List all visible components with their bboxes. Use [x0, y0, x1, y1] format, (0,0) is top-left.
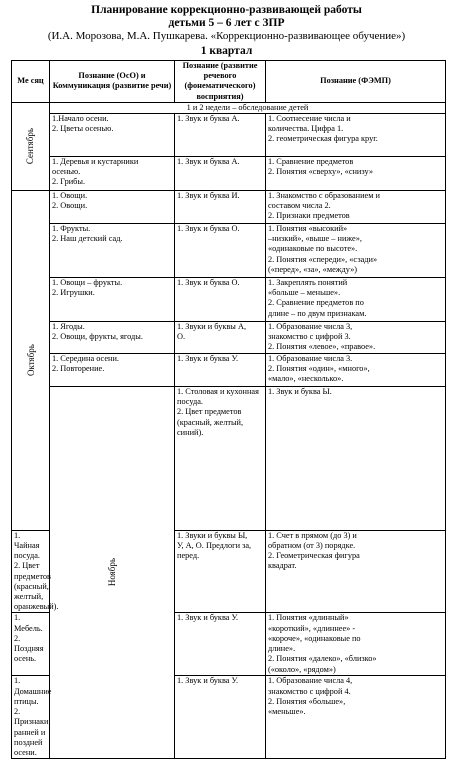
diagnostic-row	[12, 102, 446, 113]
phonemic-cell	[175, 322, 266, 354]
cell-line: 1. Знакомство с образованием и	[268, 191, 380, 201]
math-cell	[266, 224, 446, 278]
math-cell	[266, 613, 446, 676]
cell-line: 2. Овощи.	[52, 201, 88, 211]
column-header-math: Познание (ФЭМП)	[266, 61, 446, 103]
month-cell-october	[12, 191, 50, 531]
cell-line: «одинаковые по высоте».	[268, 244, 358, 254]
phonemic-cell	[175, 157, 266, 191]
phonemic-cell	[175, 224, 266, 278]
cell-line: 1. Домашние птицы.	[14, 676, 52, 706]
column-header-speech: Познание (ОсО) и Коммуникация (развитие речи)	[50, 61, 175, 103]
cell-line: (красный, желтый, синий).	[177, 417, 244, 437]
cell-line: У, А, О. Предлоги за,	[177, 541, 252, 551]
cell-line: 1. Ягоды.	[52, 322, 85, 332]
table-header-row	[12, 61, 446, 103]
cell-line: 1. Фрукты.	[52, 224, 91, 234]
cell-line: 2. Понятия «сверху», «снизу»	[268, 167, 373, 177]
document-title: Планирование коррекционно-развивающей работы	[91, 4, 362, 16]
cell-line: 1. Образование числа 4,	[268, 676, 353, 686]
cell-line: (красный, желтый,	[14, 581, 49, 602]
cell-line: 2. Цвет предметов	[177, 407, 242, 417]
math-cell	[266, 530, 446, 613]
month-cell-november	[50, 387, 175, 759]
cell-line: 1. Звук и буква О.	[177, 224, 240, 234]
phonemic-cell	[175, 278, 266, 322]
cell-line: 1. Сравнение предметов	[268, 157, 354, 167]
cell-line: 2. Понятия «далеко», «близко»	[268, 654, 377, 664]
cell-line: 1. Звук и буква Ы.	[268, 387, 332, 397]
table-row	[12, 387, 446, 531]
speech-cell	[50, 224, 175, 278]
math-cell	[266, 278, 446, 322]
cell-line: 1. Счет в прямом (до 3) и	[268, 530, 357, 540]
cell-line: 2. Понятия «один», «много»,	[268, 364, 370, 374]
cell-line: 1. Понятия «высокий»	[268, 224, 348, 234]
plan-table	[11, 60, 446, 759]
cell-line: 1. Звук и буква У.	[177, 354, 239, 364]
cell-line: 2. Цветы осенью.	[52, 124, 114, 134]
cell-line: 1. Звук и буква А.	[177, 114, 240, 124]
cell-line: 2. Сравнение предметов по	[268, 298, 364, 308]
cell-line: 1. Овощи.	[52, 191, 88, 201]
month-label-september: Сентябрь	[25, 127, 36, 164]
cell-line: О.	[177, 332, 186, 342]
cell-line: 2. Понятия «спереди», «сзади»	[268, 254, 378, 264]
cell-line: 2. Наш детский сад.	[52, 234, 123, 244]
cell-line: 1. Середина осени.	[52, 354, 119, 364]
cell-line: оранжевый).	[14, 602, 59, 612]
table-row	[12, 191, 446, 224]
document-authors: (И.А. Морозова, М.А. Пушкарева. «Коррекционно-развивающее обучение»)	[47, 30, 406, 42]
cell-line: 1. Образование числа 3.	[268, 354, 353, 364]
table-row	[12, 114, 446, 157]
cell-line: 2. Признаки предметов	[268, 211, 350, 221]
cell-line: 2. Игрушки.	[52, 288, 95, 298]
cell-line: 1. Соотнесение числа и	[268, 114, 351, 124]
table-row	[12, 278, 446, 322]
math-cell	[266, 676, 446, 759]
cell-line: квадрат.	[268, 561, 297, 571]
cell-line: 2. Понятия «левое», «правое».	[268, 342, 376, 352]
cell-line: 1. Понятия «длинный»	[268, 613, 349, 623]
math-cell	[266, 322, 446, 354]
speech-cell	[50, 322, 175, 354]
math-cell	[266, 114, 446, 157]
column-header-phonemic: Познание (развитие речевого (фонематического) восприятия)	[175, 61, 266, 103]
cell-line: 1. Мебель.	[14, 613, 43, 633]
cell-line: 1. Звук и буква У.	[177, 613, 239, 623]
diagnostic-cell: 1 и 2 недели – обследование детей	[50, 102, 446, 113]
cell-line: 1. Звук и буква У.	[177, 676, 239, 686]
cell-line: 2. Признаки ранней и	[14, 707, 49, 737]
cell-line: 1. Овощи – фрукты.	[52, 278, 123, 288]
speech-cell	[50, 354, 175, 387]
cell-line: длине – по двум признакам.	[268, 308, 367, 318]
cell-line: 2. Поздняя осень.	[14, 633, 44, 664]
cell-line: знакомство с цифрой 3.	[268, 332, 351, 342]
cell-line: «меньше».	[268, 707, 306, 717]
speech-cell	[12, 530, 59, 613]
cell-line: 1. Столовая и кухонная	[177, 387, 259, 397]
table-row	[12, 157, 446, 191]
cell-line: осенью.	[52, 167, 81, 177]
cell-line: 2. Повторение.	[52, 364, 105, 374]
phonemic-cell	[175, 114, 266, 157]
cell-line: длине».	[268, 644, 296, 654]
cell-line: обратном (от 3) порядке.	[268, 541, 356, 551]
cell-line: 1. Звуки и буквы А,	[177, 322, 247, 332]
phonemic-cell	[175, 191, 266, 224]
cell-line: 1. Звук и буква О.	[177, 278, 240, 288]
speech-cell	[12, 613, 50, 676]
cell-line: знакомство с цифрой 4.	[268, 686, 351, 696]
cell-line: 2. Понятия «больше»,	[268, 696, 346, 706]
cell-line: «больше – меньше».	[268, 288, 341, 298]
cell-line: 1. Деревья и кустарники	[52, 157, 139, 167]
math-cell	[266, 354, 446, 387]
phonemic-cell	[175, 676, 266, 759]
phonemic-cell	[175, 354, 266, 387]
cell-line: 1. Закреплять понятий	[268, 278, 348, 288]
phonemic-cell	[175, 530, 266, 613]
cell-line: посуда.	[177, 397, 203, 407]
quarter-label: 1 квартал	[200, 45, 253, 57]
phonemic-cell	[266, 387, 446, 531]
cell-line: 1. Звуки и буквы Ы,	[177, 530, 248, 540]
cell-line: 1.Начало осени.	[52, 114, 109, 124]
cell-line: 1. Чайная посуда.	[14, 530, 40, 561]
column-header-month: Ме сяц	[12, 61, 50, 103]
cell-line: 2. Овощи, фрукты, ягоды.	[52, 332, 143, 342]
cell-line: 1. Образование числа 3,	[268, 322, 353, 332]
cell-line: 2. геометрическая фигура круг.	[268, 134, 378, 144]
cell-line: («перед», «за», «между»)	[268, 264, 357, 274]
table-row	[12, 224, 446, 278]
cell-line: –низкий», «выше – ниже»,	[268, 234, 362, 244]
cell-line: «короткий», «длиннее» -	[268, 623, 356, 633]
month-label-october: Октябрь	[25, 343, 36, 376]
cell-line: поздней осени.	[14, 737, 43, 757]
cell-line: 2. Цвет предметов	[14, 561, 51, 581]
cell-line: 2. Грибы.	[52, 177, 86, 187]
speech-cell	[50, 278, 175, 322]
speech-cell	[50, 157, 175, 191]
phonemic-cell	[175, 613, 266, 676]
table-row	[12, 322, 446, 354]
cell-line: («около», «рядом»)	[268, 664, 336, 674]
speech-cell	[175, 387, 266, 531]
speech-cell	[50, 191, 175, 224]
document-subtitle: детьми 5 – 6 лет с ЗПР	[168, 17, 285, 29]
cell-line: количества. Цифра 1.	[268, 124, 344, 134]
cell-line: «короче», «одинаковые по	[268, 633, 361, 643]
math-cell	[266, 157, 446, 191]
cell-line: составом числа 2.	[268, 201, 331, 211]
month-cell-september	[12, 102, 50, 190]
table-row	[12, 354, 446, 387]
cell-line: «мало», «несколько».	[268, 374, 344, 384]
speech-cell	[12, 676, 50, 759]
cell-line: 2. Геометрическая фигура	[268, 551, 360, 561]
month-label-november: Ноябрь	[106, 557, 117, 587]
cell-line: 1. Звук и буква И.	[177, 191, 240, 201]
math-cell	[266, 191, 446, 224]
speech-cell	[50, 114, 175, 157]
cell-line: перед.	[177, 551, 200, 561]
cell-line: 1. Звук и буква А.	[177, 157, 240, 167]
